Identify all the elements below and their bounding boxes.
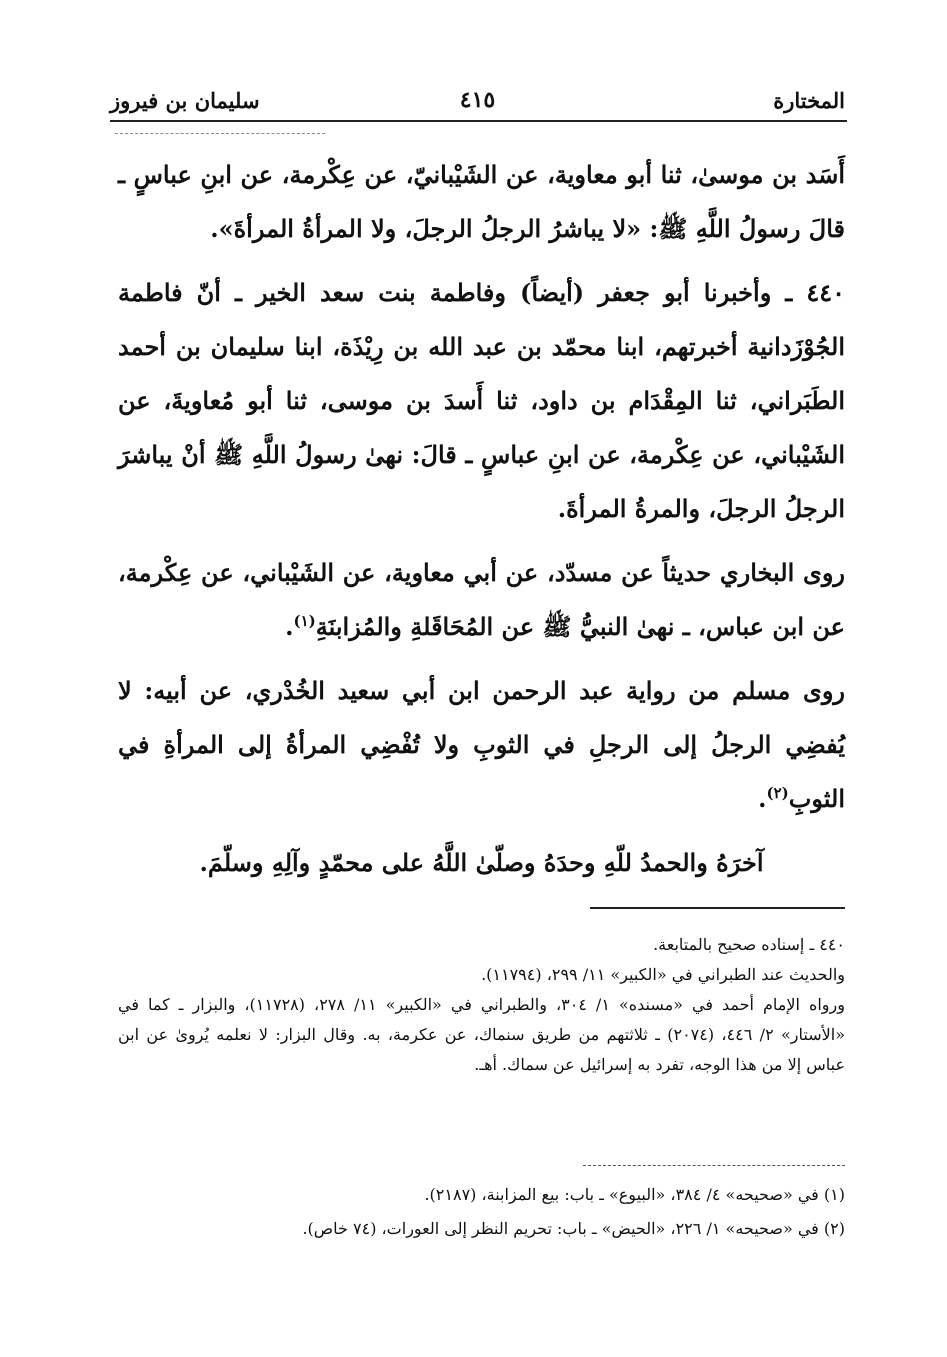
footnote-ref-1[interactable]: (١) (293, 612, 316, 630)
paragraph-muslim (118, 664, 845, 826)
paragraph-bukhari (118, 546, 845, 654)
commentary-line-1: ٤٤٠ ـ إسناده صحيح بالمتابعة. (653, 935, 845, 954)
paragraph-hadith-440: ٤٤٠ ـ وأخبرنا أبو جعفر (أيضاً) وفاطمة بنت سعد الخير ـ أنّ فاطمة الجُوْزَدانية أخبرتهم، ابنا محمّد بن عبد الله بن رِيْذَة، ابنا سليمان بن أحمد الطَبَراني، ثنا المِقْدَام بن داود، ثنا أَسدَ بن موسى، ثنا أبو مُعاويةَ، عن الشَيْباني، عن عِكْرمة، عن ابنِ عباسٍ ـ قالَ: نهىٰ رسولُ اللَّهِ ﷺ أنْ يباشرَ الرجلُ الرجلَ، والمرةُ المرأةَ. (118, 278, 845, 523)
running-header (110, 82, 845, 118)
closing-line: آخرَهُ والحمدُ للّهِ وحدَهُ وصلّىٰ اللَّهُ على محمّدٍ وآلِهِ وسلّمَ. (199, 848, 764, 877)
muslim-end: . (758, 784, 767, 813)
header-divider (110, 120, 847, 122)
commentary-line-3: ورواه الإمام أحمد في «مسنده» ١/ ٣٠٤، والطبراني في «الكبير» ١١/ ٢٧٨، (١١٧٢٨)، والبزار ـ كما في «الأستار» ٢/ ٤٤٦، (٢٠٧٤) ـ ثلاثتهم من طريق سنماك، عن عكرمة، به. وقال البزار: لا نعلمه يُروىٰ عن ابن عباس إلا من هذا الوجه، تفرد به إسرائيل عن سماك. أهـ. (118, 995, 845, 1074)
footnote-1: (١) في «صحيحه» ٤/ ٣٨٤، «البيوع» ـ باب: بيع المزابنة، (٢١٨٧). (424, 1185, 845, 1204)
commentary (118, 930, 845, 1080)
footnote-ref-2[interactable]: (٢) (766, 784, 789, 802)
notes-divider (583, 1165, 845, 1166)
bukhari-end: . (285, 612, 294, 641)
footnotes (118, 1178, 845, 1246)
commentary-line-2: والحديث عند الطبراني في «الكبير» ١١/ ٢٩٩، (١١٧٩٤). (481, 965, 845, 984)
muslim-text: روى مسلم من رواية عبد الرحمن ابن أبي سعيد الخُدْري، عن أبيه: لا يُفضِي الرجلُ إلى الرجلِ في الثوبِ ولا تُفْضِي المرأةُ إلى المرأةِ في الثوبِ (118, 676, 845, 813)
bukhari-text: روى البخاري حديثاً عن مسدّد، عن أبي معاوية، عن الشَيْباني، عن عِكْرمة، عن ابن عباس، ـ نهىٰ النبيُّ ﷺ عن المُحَاقَلةِ والمُزابنَةِ (118, 558, 846, 641)
section-title: المختارة (773, 87, 845, 113)
footnote-divider (590, 907, 845, 909)
footnote-2: (٢) في «صحيحه» ١/ ٢٢٦، «الحيض» ـ باب: تحريم النظر إلى العورات، (٧٤ خاص). (302, 1219, 845, 1238)
main-text (118, 148, 845, 890)
paragraph-1: أَسَد بن موسىٰ، ثنا أبو معاوية، عن الشَيْبانيّ، عن عِكْرمة، عن ابنِ عباسٍ ـ قالَ رسولُ اللَّهِ ﷺ: «لا يباشرُ الرجلُ الرجلَ، ولا المرأةُ المرأةَ». (118, 160, 845, 243)
author-name: سليمان بن فيروز (110, 87, 260, 113)
page-number: ٤١٥ (459, 87, 496, 113)
header-dashed-line (115, 133, 325, 134)
